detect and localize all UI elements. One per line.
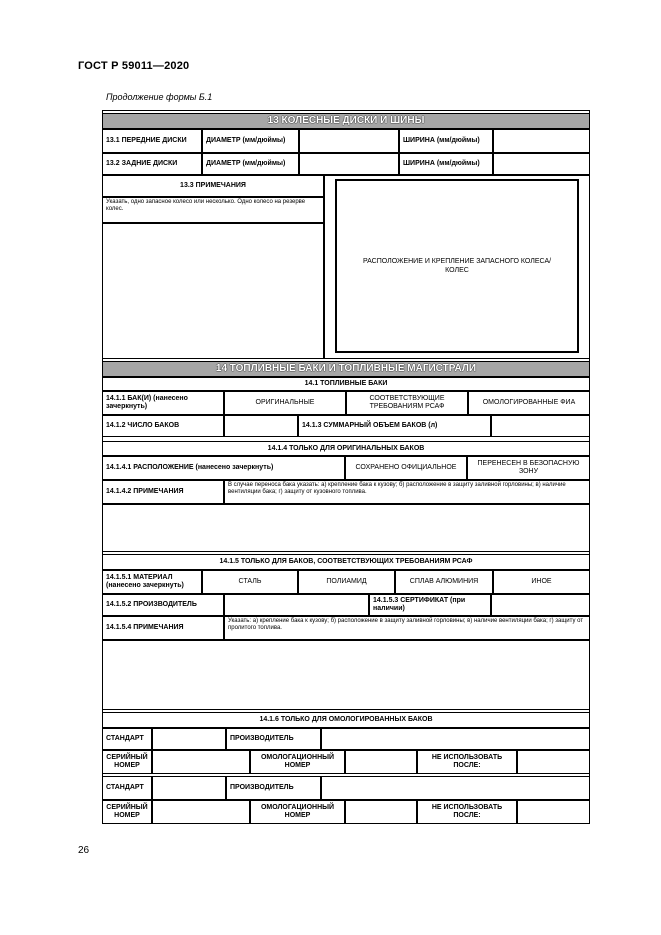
location-moved-option[interactable]: ПЕРЕНЕСЕН В БЕЗОПАСНУЮ ЗОНУ <box>467 456 590 480</box>
front-diameter-field[interactable] <box>299 129 399 153</box>
material-other-option[interactable]: ИНОЕ <box>493 570 590 594</box>
standard-field-1[interactable] <box>152 728 226 750</box>
no-use-after-label-1: НЕ ИСПОЛЬЗОВАТЬ ПОСЛЕ: <box>417 750 517 774</box>
material-label: 14.1.5.1 МАТЕРИАЛ (нанесено зачеркнуть) <box>102 570 202 594</box>
tank-original-option[interactable]: ОРИГИНАЛЬНЫЕ <box>224 391 346 415</box>
producer-label-1: ПРОИЗВОДИТЕЛЬ <box>226 728 321 750</box>
notes-3-label: 14.1.5.4 ПРИМЕЧАНИЯ <box>102 616 224 640</box>
tanks-title: 14.1 ТОПЛИВНЫЕ БАКИ <box>102 377 590 391</box>
homologation-field-2[interactable] <box>345 800 417 824</box>
tank-type-label: 14.1.1 БАК(И) (нанесено зачеркнуть) <box>102 391 224 415</box>
notes-13-hint: Указать, одно запасное колесо или несколько. Одно колесо на резерве колес. <box>102 197 324 223</box>
material-polyamide-option[interactable]: ПОЛИАМИД <box>298 570 395 594</box>
original-only-title: 14.1.4 ТОЛЬКО ДЛЯ ОРИГИНАЛЬНЫХ БАКОВ <box>102 441 590 456</box>
no-use-after-field-1[interactable] <box>517 750 590 774</box>
serial-field-2[interactable] <box>152 800 250 824</box>
certificate-field[interactable] <box>491 594 590 616</box>
material-steel-option[interactable]: СТАЛЬ <box>202 570 298 594</box>
continuation-note: Продолжение формы Б.1 <box>106 92 213 102</box>
location-label: 14.1.4.1 РАСПОЛОЖЕНИЕ (нанесено зачеркнуть) <box>102 456 345 480</box>
maker-label: 14.1.5.2 ПРОИЗВОДИТЕЛЬ <box>102 594 224 616</box>
notes-2-field[interactable] <box>102 504 590 552</box>
producer-label-2: ПРОИЗВОДИТЕЛЬ <box>226 776 321 800</box>
fia-only-title: 14.1.6 ТОЛЬКО ДЛЯ ОМОЛОГИРОВАННЫХ БАКОВ <box>102 712 590 728</box>
rear-diameter-label: ДИАМЕТР (мм/дюймы) <box>202 153 299 175</box>
standard-label-1: СТАНДАРТ <box>102 728 152 750</box>
certificate-label: 14.1.5.3 СЕРТИФИКАТ (при наличии) <box>369 594 491 616</box>
tank-volume-label: 14.1.3 СУММАРНЫЙ ОБЪЕМ БАКОВ (л) <box>298 415 491 437</box>
no-use-after-field-2[interactable] <box>517 800 590 824</box>
spare-wheel-box[interactable] <box>335 179 579 353</box>
serial-label-2: СЕРИЙНЫЙ НОМЕР <box>102 800 152 824</box>
notes-13-title: 13.3 ПРИМЕЧАНИЯ <box>102 175 324 197</box>
rear-width-field[interactable] <box>493 153 590 175</box>
notes-2-label: 14.1.4.2 ПРИМЕЧАНИЯ <box>102 480 224 504</box>
notes-3-hint: Указать: а) крепление бака к кузову; б) расположение в защиту заливной горловины; в) наличие вентиляции бака; г) защиту от пролитого топлива. <box>224 616 590 640</box>
section-13-title: 13 КОЛЕСНЫЕ ДИСКИ И ШИНЫ <box>102 113 590 129</box>
homologation-field-1[interactable] <box>345 750 417 774</box>
tank-count-field[interactable] <box>224 415 298 437</box>
notes-3-field[interactable] <box>102 640 590 710</box>
tank-volume-field[interactable] <box>491 415 590 437</box>
rsaf-only-title: 14.1.5 ТОЛЬКО ДЛЯ БАКОВ, СООТВЕТСТВУЮЩИХ ТРЕБОВАНИЯМ РСАФ <box>102 554 590 570</box>
serial-label-1: СЕРИЙНЫЙ НОМЕР <box>102 750 152 774</box>
front-discs-label: 13.1 ПЕРЕДНИЕ ДИСКИ <box>102 129 202 153</box>
homologation-label-1: ОМОЛОГАЦИОННЫЙ НОМЕР <box>250 750 345 774</box>
rear-width-label: ШИРИНА (мм/дюймы) <box>399 153 493 175</box>
spare-wheel-box-text: РАСПОЛОЖЕНИЕ И КРЕПЛЕНИЕ ЗАПАСНОГО КОЛЕСА/КОЛЕС <box>362 258 552 274</box>
section-14-title: 14 ТОПЛИВНЫЕ БАКИ И ТОПЛИВНЫЕ МАГИСТРАЛИ <box>102 361 590 377</box>
producer-field-1[interactable] <box>321 728 590 750</box>
front-diameter-label: ДИАМЕТР (мм/дюймы) <box>202 129 299 153</box>
standard-code: ГОСТ Р 59011—2020 <box>78 60 190 72</box>
notes-2-hint: В случае переноса бака указать: а) крепление бака к кузову; б) расположение в защиту заливной горловины; в) наличие вентиляции бака; г) защиту от кузовного топлива. <box>224 480 590 504</box>
tank-count-label: 14.1.2 ЧИСЛО БАКОВ <box>102 415 224 437</box>
rear-discs-label: 13.2 ЗАДНИЕ ДИСКИ <box>102 153 202 175</box>
maker-field[interactable] <box>224 594 369 616</box>
no-use-after-label-2: НЕ ИСПОЛЬЗОВАТЬ ПОСЛЕ: <box>417 800 517 824</box>
rear-diameter-field[interactable] <box>299 153 399 175</box>
standard-field-2[interactable] <box>152 776 226 800</box>
tank-rsaf-option[interactable]: СООТВЕТСТВУЮЩИЕ ТРЕБОВАНИЯМ РСАФ <box>346 391 468 415</box>
front-width-field[interactable] <box>493 129 590 153</box>
notes-13-field[interactable] <box>102 223 324 359</box>
location-kept-option[interactable]: СОХРАНЕНО ОФИЦИАЛЬНОЕ <box>345 456 467 480</box>
page-number: 26 <box>78 845 90 856</box>
homologation-label-2: ОМОЛОГАЦИОННЫЙ НОМЕР <box>250 800 345 824</box>
front-width-label: ШИРИНА (мм/дюймы) <box>399 129 493 153</box>
standard-label-2: СТАНДАРТ <box>102 776 152 800</box>
producer-field-2[interactable] <box>321 776 590 800</box>
tank-fia-option[interactable]: ОМОЛОГИРОВАННЫЕ ФИА <box>468 391 590 415</box>
material-aluminium-option[interactable]: СПЛАВ АЛЮМИНИЯ <box>395 570 493 594</box>
form-sheet <box>102 110 590 824</box>
serial-field-1[interactable] <box>152 750 250 774</box>
